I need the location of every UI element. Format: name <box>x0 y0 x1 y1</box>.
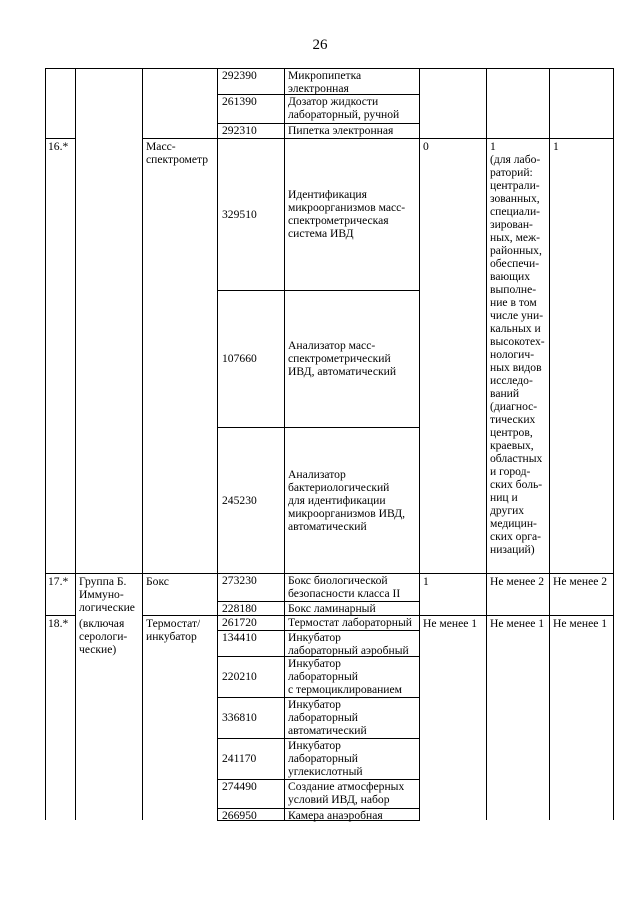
quantity-min: Не менее 1 <box>423 617 478 630</box>
item-name: микроорганизмов ИВД, <box>288 507 406 520</box>
item-name: безопасности класса II <box>288 587 401 600</box>
quantity-regional: ниц и <box>490 491 518 504</box>
quantity-regional: зирован- <box>490 218 533 231</box>
item-name: Анализатор масс- <box>288 339 376 352</box>
table-rule <box>142 68 143 820</box>
item-name: Анализатор <box>288 468 346 481</box>
table-rule <box>142 138 217 139</box>
item-name: Дозатор жидкости <box>288 95 379 108</box>
item-name: Бокс ламинарный <box>288 602 376 615</box>
item-name: бактериологический <box>288 481 390 494</box>
item-code: 220210 <box>222 670 257 683</box>
table-rule <box>142 573 217 574</box>
group-name: Иммуно- <box>79 588 124 601</box>
item-name: спектрометрический <box>288 352 391 365</box>
table-rule <box>45 138 75 139</box>
quantity-regional: краевых, <box>490 439 534 452</box>
item-name: с термоциклированием <box>288 683 402 696</box>
quantity-regional: вающих <box>490 270 531 283</box>
page-number: 26 <box>312 37 328 53</box>
item-name: ИВД, автоматический <box>288 365 397 378</box>
item-name: лабораторный <box>288 670 358 683</box>
quantity-max: Не менее 1 <box>553 617 608 630</box>
quantity-regional: зованных, <box>490 192 540 205</box>
item-code: 241170 <box>222 752 257 765</box>
equipment-type: Масс- <box>146 140 176 153</box>
item-name: Инкубатор <box>288 631 341 644</box>
item-code: 273230 <box>222 574 257 587</box>
item-code: 266950 <box>222 809 257 822</box>
item-name: Инкубатор <box>288 739 341 752</box>
quantity-regional: раторий: <box>490 166 533 179</box>
item-name: Термостат лабораторный <box>288 616 412 629</box>
quantity-regional: областных <box>490 452 543 465</box>
item-code: 107660 <box>222 352 257 365</box>
item-name: лабораторный, ручной <box>288 108 400 121</box>
table-rule <box>217 290 419 291</box>
row-number: 18.* <box>48 617 69 630</box>
item-name: автоматический <box>288 724 367 737</box>
item-name: Создание атмосферных <box>288 780 405 793</box>
quantity-regional: централи- <box>490 179 540 192</box>
item-name: Инкубатор <box>288 698 341 711</box>
table-rule <box>45 615 75 616</box>
group-name: (включая <box>79 617 125 630</box>
item-code: 134410 <box>222 631 257 644</box>
item-name: для идентификации <box>288 494 386 507</box>
quantity-max: 1 <box>553 140 559 153</box>
equipment-type: Термостат/ <box>146 617 201 630</box>
table-rule <box>419 138 614 139</box>
quantity-regional: числе уни- <box>490 309 544 322</box>
item-name: Идентификация <box>288 188 367 201</box>
group-name: ческие) <box>79 643 117 656</box>
quantity-regional: (для лабо- <box>490 153 541 166</box>
item-code: 228180 <box>222 602 257 615</box>
quantity-min: 0 <box>423 140 429 153</box>
table-rule <box>486 68 487 820</box>
item-code: 261720 <box>222 616 257 629</box>
item-name: лабораторный аэробный <box>288 644 409 657</box>
item-code: 336810 <box>222 711 257 724</box>
quantity-regional: высокотех- <box>490 335 545 348</box>
quantity-regional: (диагнос- <box>490 400 538 413</box>
item-name: электронная <box>288 82 349 95</box>
quantity-regional: ние в том <box>490 296 537 309</box>
table-rule <box>75 68 76 820</box>
item-code: 245230 <box>222 494 257 507</box>
group-name: логические <box>79 601 135 614</box>
item-name: автоматический <box>288 520 367 533</box>
item-name: Бокс биологической <box>288 574 388 587</box>
quantity-regional: других <box>490 504 525 517</box>
quantity-regional: ваний <box>490 387 520 400</box>
item-name: лабораторный <box>288 711 358 724</box>
table-rule <box>45 68 46 820</box>
item-code: 292390 <box>222 69 257 82</box>
quantity-regional: тических <box>490 413 536 426</box>
quantity-max: Не менее 2 <box>553 575 608 588</box>
quantity-regional: специали- <box>490 205 541 218</box>
table-rule <box>45 573 75 574</box>
item-name: лабораторный <box>288 752 358 765</box>
quantity-regional: и город- <box>490 465 531 478</box>
quantity-regional: ных, меж- <box>490 231 540 244</box>
group-name: Группа Б. <box>79 575 127 588</box>
quantity-regional: 1 <box>490 140 496 153</box>
quantity-regional: обеспечи- <box>490 257 540 270</box>
quantity-regional: нологич- <box>490 348 535 361</box>
item-name: спектрометрическая <box>288 214 389 227</box>
table-rule <box>419 573 614 574</box>
table-rule <box>419 68 420 820</box>
quantity-regional: медицин- <box>490 517 537 530</box>
item-code: 292310 <box>222 124 257 137</box>
quantity-regional: Не менее 2 <box>490 575 545 588</box>
equipment-type: Бокс <box>146 575 169 588</box>
item-code: 261390 <box>222 95 257 108</box>
table-rule <box>613 68 614 820</box>
quantity-regional: выполне- <box>490 283 537 296</box>
item-name: Пипетка электронная <box>288 124 394 137</box>
quantity-min: 1 <box>423 575 429 588</box>
quantity-regional: районных, <box>490 244 542 257</box>
row-number: 16.* <box>48 140 69 153</box>
item-code: 329510 <box>222 208 257 221</box>
quantity-regional: ских боль- <box>490 478 543 491</box>
table-rule <box>142 615 217 616</box>
table-rule <box>549 68 550 820</box>
item-name: Камера анаэробная <box>288 809 383 822</box>
quantity-regional: Не менее 1 <box>490 617 545 630</box>
table-rule <box>75 573 142 574</box>
table-rule <box>217 138 419 139</box>
quantity-regional: центров, <box>490 426 533 439</box>
table-rule <box>419 615 614 616</box>
quantity-regional: ских орга- <box>490 530 542 543</box>
item-name: условий ИВД, набор <box>288 793 390 806</box>
table-rule <box>284 68 285 820</box>
quantity-regional: ных видов <box>490 361 542 374</box>
row-number: 17.* <box>48 575 69 588</box>
quantity-regional: кальных и <box>490 322 541 335</box>
equipment-type: инкубатор <box>146 630 197 643</box>
item-name: система ИВД <box>288 227 354 240</box>
table-rule <box>217 68 218 820</box>
table-rule <box>217 427 419 428</box>
equipment-type: спектрометр <box>146 153 209 166</box>
item-name: углекислотный <box>288 765 363 778</box>
quantity-regional: исследо- <box>490 374 533 387</box>
item-name: Микропипетка <box>288 69 362 82</box>
item-code: 274490 <box>222 780 257 793</box>
item-name: Инкубатор <box>288 657 341 670</box>
quantity-regional: низаций) <box>490 543 535 556</box>
group-name: серологи- <box>79 630 128 643</box>
item-name: микроорганизмов масс- <box>288 201 406 214</box>
